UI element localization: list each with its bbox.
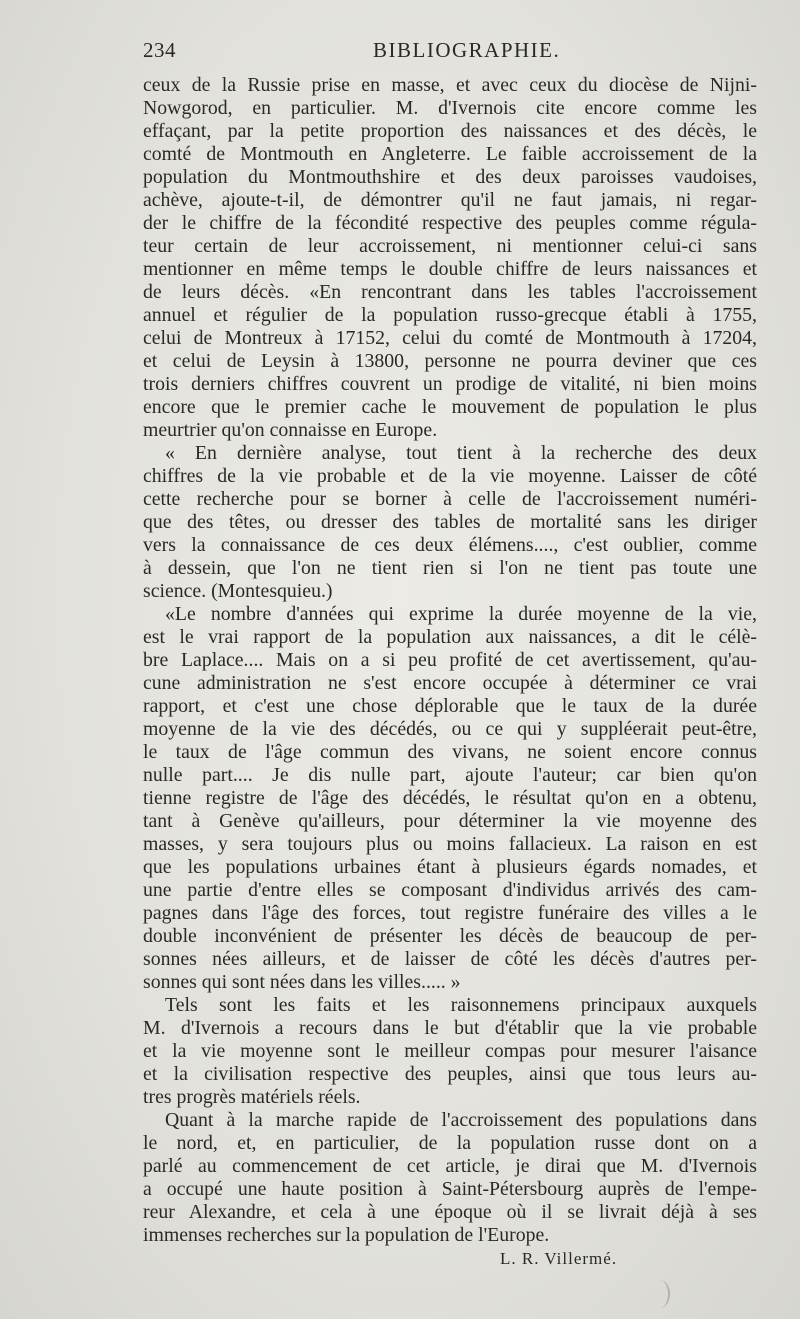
text-line: rapport, et c'est une chose déplorable que le taux de la durée: [143, 695, 757, 717]
text-line: Nowgorod, en particulier. M. d'Ivernois cite encore comme les: [143, 97, 757, 119]
text-line: Quant à la marche rapide de l'accroissement des populations dans: [165, 1109, 757, 1131]
ink-mark: [650, 1280, 670, 1308]
text-line: tant à Genève qu'ailleurs, pour déterminer la vie moyenne des: [143, 810, 757, 832]
text-line: tres progrès matériels réels.: [143, 1086, 361, 1108]
text-line: le taux de l'âge commun des vivans, ne soient encore connus: [143, 741, 757, 763]
text-line: der le chiffre de la fécondité respective des peuples comme régula-: [143, 212, 757, 234]
author-signature: L. R. Villermé.: [500, 1249, 618, 1268]
paragraph: [143, 74, 757, 442]
text-line: celui de Montreux à 17152, celui du comté de Montmouth à 17204,: [143, 327, 757, 349]
text-line: M. d'Ivernois a recours dans le but d'établir que la vie probable: [143, 1017, 757, 1039]
text-line: à dessein, que l'on ne tient rien si l'on ne tient pas toute une: [143, 557, 757, 579]
text-line: que des têtes, ou dresser des tables de mortalité sans les diriger: [143, 511, 757, 533]
paragraph: [143, 603, 757, 994]
text-line: reur Alexandre, et cela à une époque où il se livrait déjà à ses: [143, 1201, 757, 1223]
text-line: ceux de la Russie prise en masse, et avec ceux du diocèse de Nijni-: [143, 74, 757, 96]
text-line: cune administration ne s'est encore occupée à déterminer ce vrai: [143, 672, 757, 694]
text-line: moyenne de la vie des décédés, ou ce qui y suppléerait peut-être,: [143, 718, 757, 740]
text-line: mentionner en même temps le double chiffre de leurs naissances et: [143, 258, 757, 280]
text-line: bre Laplace.... Mais on a si peu profité de cet avertissement, qu'au-: [143, 649, 757, 671]
paragraph: [143, 442, 757, 603]
text-line: achève, ajoute-t-il, de démontrer qu'il ne faut jamais, ni regar-: [143, 189, 757, 211]
paragraph: [143, 1109, 757, 1247]
text-line: teur certain de leur accroissement, ni mentionner celui-ci sans: [143, 235, 757, 257]
text-line: effaçant, par la petite proportion des naissances et des décès, le: [143, 120, 757, 142]
text-line: tienne registre de l'âge des décédés, le résultat qu'on en a obtenu,: [143, 787, 757, 809]
text-line: de leurs décès. «En rencontrant dans les tables l'accroissement: [143, 281, 757, 303]
text-line: et la vie moyenne sont le meilleur compas pour mesurer l'aisance: [143, 1040, 757, 1062]
page-number: 234: [143, 38, 176, 62]
text-line: population du Montmouthshire et des deux paroisses vaudoises,: [143, 166, 757, 188]
text-line: « En dernière analyse, tout tient à la recherche des deux: [165, 442, 757, 464]
text-line: que les populations urbaines étant à plusieurs égards nomades, et: [143, 856, 757, 878]
paragraph: [143, 994, 757, 1109]
text-line: sonnes qui sont nées dans les villes..... »: [143, 971, 461, 993]
text-line: et la civilisation respective des peuples, ainsi que tous leurs au-: [143, 1063, 757, 1085]
text-line: science. (Montesquieu.): [143, 580, 333, 602]
text-line: chiffres de la vie probable et de la vie moyenne. Laisser de côté: [143, 465, 757, 487]
text-line: sonnes nées ailleurs, et de laisser de côté les décès d'autres per-: [143, 948, 757, 970]
text-line: et celui de Leysin à 13800, personne ne pourra deviner que ces: [143, 350, 757, 372]
text-line: immenses recherches sur la population de l'Europe.: [143, 1224, 550, 1246]
text-line: encore que le premier cache le mouvement de population le plus: [143, 396, 757, 418]
page-header: [143, 38, 755, 72]
text-line: parlé au commencement de cet article, je dirai que M. d'Ivernois: [143, 1155, 757, 1177]
text-line: est le vrai rapport de la population aux naissances, a dit le célè-: [143, 626, 757, 648]
text-line: a occupé une haute position à Saint-Pétersbourg auprès de l'empe-: [143, 1178, 757, 1200]
text-line: Tels sont les faits et les raisonnemens principaux auxquels: [165, 994, 757, 1016]
text-line: trois derniers chiffres couvrent un prodige de vitalité, ni bien moins: [143, 373, 757, 395]
text-line: annuel et régulier de la population russo-grecque établi à 1755,: [143, 304, 757, 326]
text-line: nulle part.... Je dis nulle part, ajoute l'auteur; car bien qu'on: [143, 764, 757, 786]
text-line: «Le nombre d'années qui exprime la durée moyenne de la vie,: [165, 603, 757, 625]
text-line: cette recherche pour se borner à celle de l'accroissement numéri-: [143, 488, 757, 510]
running-head: BIBLIOGRAPHIE.: [373, 38, 561, 62]
text-line: masses, y sera toujours plus ou moins fallacieux. La raison en est: [143, 833, 757, 855]
text-line: comté de Montmouth en Angleterre. Le faible accroissement de la: [143, 143, 757, 165]
text-line: meurtrier qu'on connaisse en Europe.: [143, 419, 438, 441]
text-line: le nord, et, en particulier, de la population russe dont on a: [143, 1132, 757, 1154]
body-text: [143, 74, 757, 1247]
text-line: pagnes dans l'âge des forces, tout registre funéraire des villes a le: [143, 902, 757, 924]
text-line: double inconvénient de présenter les décès de beaucoup de per-: [143, 925, 757, 947]
text-line: vers la connaissance de ces deux élémens...., c'est oublier, comme: [143, 534, 757, 556]
text-line: une partie d'entre elles se composant d'individus arrivés des cam-: [143, 879, 757, 901]
